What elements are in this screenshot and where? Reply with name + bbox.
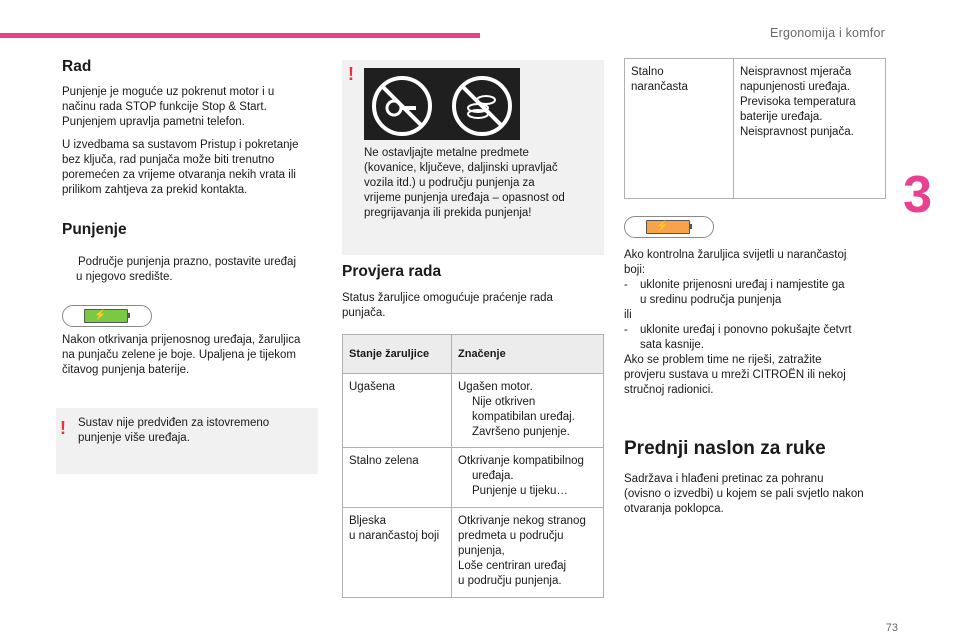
table-row: Bljeska u narančastoj boji Otkrivanje nekog stranog predmeta u području punjenja, Loše centriran uređaj u području punjenja. xyxy=(343,508,604,598)
table-header-meaning: Značenje xyxy=(452,335,604,374)
charger-orange-indicator xyxy=(624,216,714,238)
table-header-row xyxy=(343,335,604,374)
warning-icon: ! xyxy=(348,64,354,84)
table-row: Stalno zelena Otkrivanje kompatibilnog uređaja. Punjenje u tijeku… xyxy=(343,448,604,508)
battery-green-icon xyxy=(84,309,128,323)
after-green-paragraph: Nakon otkrivanja prijenosnog uređaja, žaruljica na punjaču zelene je boje. Upaljena je tijekom čitavog punjenja baterije. xyxy=(62,334,301,376)
heading-provjera-rada: Provjera rada xyxy=(342,263,442,280)
header-accent-bar xyxy=(0,33,480,38)
heading-rad: Rad xyxy=(62,58,92,75)
orange-instructions: Ako kontrolna žaruljica svijetli u narančastoj boji: - uklonite prijenosni uređaj i namjestite ga u sredinu područja punjenja ili - uklonite uređaj i ponovno pokušajte četvrt sata kasnije. Ako se problem time ne riješi, zatražite provjeru sustava u mreži CITROËN ili nekoj stručnoj radionici. xyxy=(624,249,852,396)
table-header-state: Stanje žaruljice xyxy=(343,335,452,374)
warning-box-metal-objects: ! Ne ostavljajte metalne predmete (kovanice, ključeve, daljinski upravljač vozila itd.) u području punjenja za vrijeme punjenja uređaja – opasnost od pregrijavanja ili prekida punjenja! xyxy=(342,60,604,255)
section-title: Ergonomija i komfor xyxy=(770,26,885,40)
status-table-continued xyxy=(624,58,886,199)
table-row: Stalno narančasta Neispravnost mjerača napunjenosti uređaja. Previsoka temperatura baterije uređaja. Neispravnost punjača. xyxy=(625,59,886,199)
rad-paragraph-2: U izvedbama sa sustavom Pristup i pokretanje bez ključa, rad punjača može biti trenutno poremećen za vrijeme otvaranja nekih vrata ili prilikom zahtjeva za prekid kontakta. xyxy=(62,139,299,196)
punjenje-bullet: Područje punjenja prazno, postavite uređaj u njegovo središte. xyxy=(76,256,297,283)
rad-paragraph-1: Punjenje je moguće uz pokrenut motor i u načinu rada STOP funkcije Stop & Start. Punjenjem upravlja pametni telefon. xyxy=(62,86,275,128)
chapter-number: 3 xyxy=(903,166,932,224)
lightning-icon: ⚡ xyxy=(656,221,669,232)
charger-green-indicator xyxy=(62,305,152,327)
heading-prednji-naslon: Prednji naslon za ruke xyxy=(624,438,826,459)
armrest-paragraph: Sadržava i hlađeni pretinac za pohranu (ovisno o izvedbi) u kojem se pali svjetlo nakon otvaranja poklopca. xyxy=(624,473,864,515)
warning-icon: ! xyxy=(60,418,66,438)
heading-punjenje: Punjenje xyxy=(62,221,127,238)
prohibited-objects-image xyxy=(364,68,520,140)
page-number: 73 xyxy=(885,622,898,634)
provjera-paragraph: Status žaruljice omogućuje praćenje rada punjača. xyxy=(342,292,553,319)
battery-orange-icon xyxy=(646,220,690,234)
lightning-icon: ⚡ xyxy=(94,310,107,321)
table-row: Ugašena Ugašen motor. Nije otkriven kompatibilan uređaj. Završeno punjenje. xyxy=(343,374,604,448)
status-table xyxy=(342,334,604,598)
warning-box-multiple-devices: ! Sustav nije predviđen za istovremeno punjenje više uređaja. xyxy=(56,408,318,474)
